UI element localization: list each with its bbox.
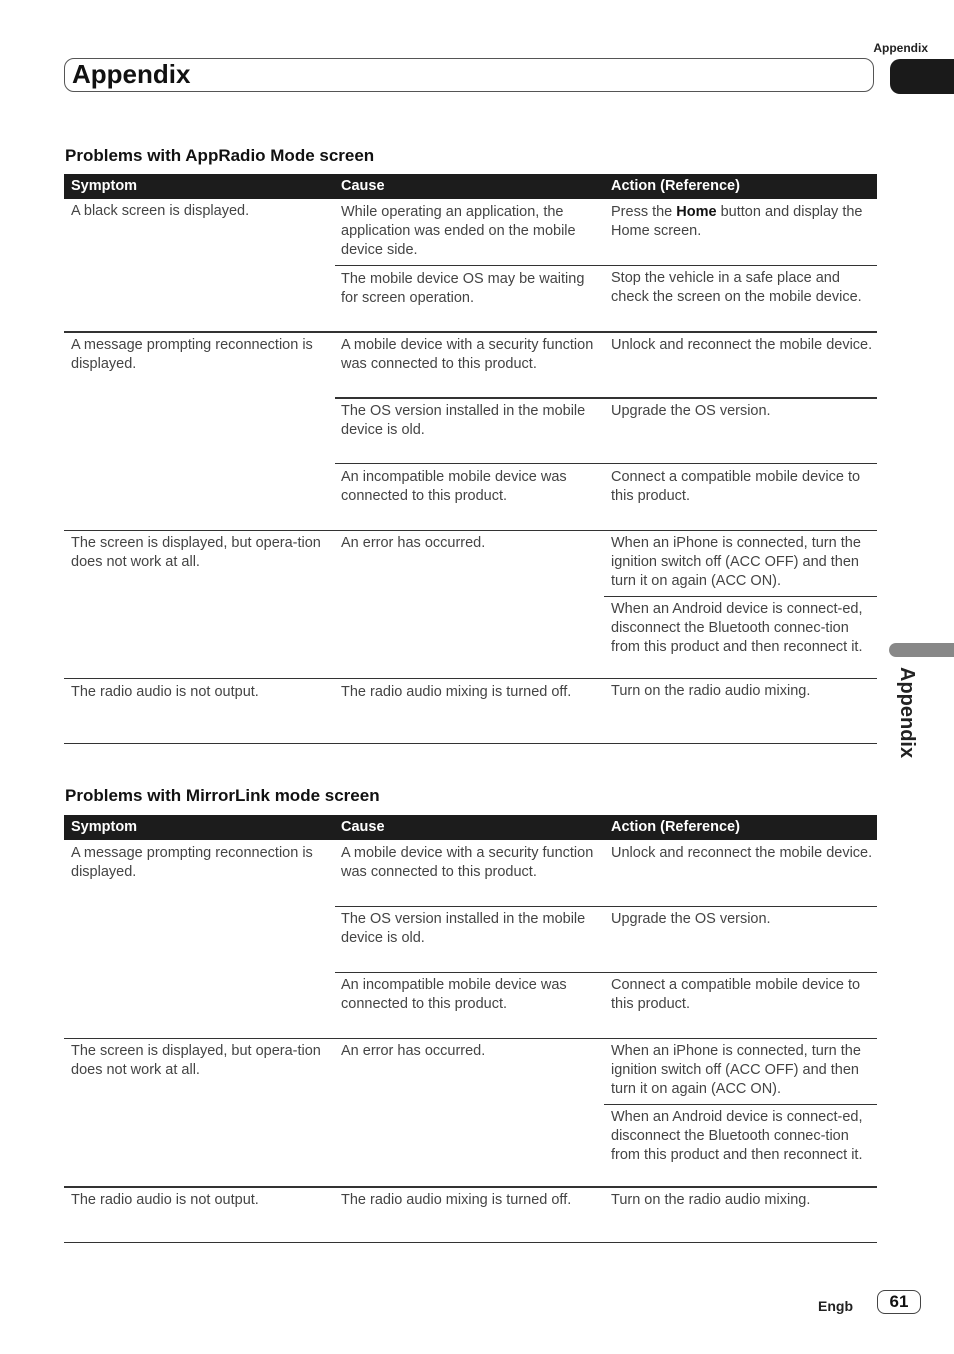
cause-cell: The radio audio mixing is turned off. xyxy=(341,1192,572,1208)
cause-cell: An error has occurred. xyxy=(341,1043,486,1059)
header-action: Action (Reference) xyxy=(611,178,740,194)
section-title-appradio: Problems with AppRadio Mode screen xyxy=(65,146,375,165)
row-divider xyxy=(335,397,877,399)
header-symptom: Symptom xyxy=(71,819,138,835)
action-cell: When an Android device is connect-ed, disconnect the Bluetooth connec-tion from this product and then reconnect it. xyxy=(611,601,863,656)
action-cell: When an iPhone is connected, turn the ignition switch off (ACC OFF) and then turn it on again (ACC ON). xyxy=(611,535,861,590)
action-cell: Upgrade the OS version. xyxy=(611,911,771,927)
symptom-cell: The screen is displayed, but opera-tion does not work at all. xyxy=(71,535,321,571)
action-cell: When an iPhone is connected, turn the ignition switch off (ACC OFF) and then turn it on again (ACC ON). xyxy=(611,1043,861,1098)
group-divider xyxy=(64,678,877,679)
row-divider xyxy=(335,265,877,266)
table-header xyxy=(64,815,877,840)
action-cell: Stop the vehicle in a safe place and check the screen on the mobile device. xyxy=(611,270,862,306)
page-number: 61 xyxy=(877,1290,921,1314)
header-action: Action (Reference) xyxy=(611,819,740,835)
cause-cell: An incompatible mobile device was connected to this product. xyxy=(341,469,567,505)
action-cell: Turn on the radio audio mixing. xyxy=(611,1192,811,1208)
home-button-name: Home xyxy=(676,204,717,220)
symptom-cell: The radio audio is not output. xyxy=(71,684,259,700)
running-header: Appendix xyxy=(873,41,928,55)
action-cell: Connect a compatible mobile device to this product. xyxy=(611,977,861,1013)
group-divider xyxy=(64,1038,877,1039)
header-symptom: Symptom xyxy=(71,178,138,194)
symptom-cell: A black screen is displayed. xyxy=(71,203,250,219)
row-divider xyxy=(335,972,877,973)
cause-cell: The OS version installed in the mobile device is old. xyxy=(341,911,586,947)
header-cause: Cause xyxy=(341,178,385,194)
cause-cell: An incompatible mobile device was connected to this product. xyxy=(341,977,567,1013)
action-cell: Connect a compatible mobile device to this product. xyxy=(611,469,861,505)
symptom-cell: The radio audio is not output. xyxy=(71,1192,259,1208)
action-text: button and display the Home screen. xyxy=(611,204,863,240)
group-divider xyxy=(64,530,877,531)
header-cause: Cause xyxy=(341,819,385,835)
row-divider xyxy=(604,596,877,597)
action-text: Press the xyxy=(611,204,677,220)
section-title-mirrorlink: Problems with MirrorLink mode screen xyxy=(65,786,380,805)
action-cell: Upgrade the OS version. xyxy=(611,403,771,419)
cause-cell: A mobile device with a security function was connected to this product. xyxy=(341,845,594,881)
cause-cell: A mobile device with a security function was connected to this product. xyxy=(341,337,594,373)
group-divider xyxy=(64,1186,877,1188)
action-cell: Unlock and reconnect the mobile device. xyxy=(611,845,873,861)
table-bottom-rule xyxy=(64,1242,877,1243)
row-divider xyxy=(604,1104,877,1105)
side-tab-marker xyxy=(889,643,954,657)
symptom-cell: A message prompting reconnection is displayed. xyxy=(71,845,313,881)
symptom-cell: A message prompting reconnection is displayed. xyxy=(71,337,313,373)
side-tab-label: Appendix xyxy=(896,667,918,759)
action-cell: Turn on the radio audio mixing. xyxy=(611,683,811,699)
action-cell: When an Android device is connect-ed, disconnect the Bluetooth connec-tion from this product and then reconnect it. xyxy=(611,1109,863,1164)
row-divider xyxy=(335,906,877,907)
section-tab-marker xyxy=(890,59,954,94)
cause-cell: The radio audio mixing is turned off. xyxy=(341,684,572,700)
language-code: Engb xyxy=(818,1298,853,1314)
page-title: Appendix xyxy=(72,59,191,89)
action-cell xyxy=(611,203,873,241)
cause-cell: While operating an application, the application was ended on the mobile device side. xyxy=(341,204,576,259)
side-tab xyxy=(885,667,925,767)
symptom-cell: The screen is displayed, but opera-tion does not work at all. xyxy=(71,1043,321,1079)
row-divider xyxy=(335,463,877,464)
table-bottom-rule xyxy=(64,743,877,744)
action-cell: Unlock and reconnect the mobile device. xyxy=(611,337,873,353)
cause-cell: An error has occurred. xyxy=(341,535,486,551)
cause-cell: The mobile device OS may be waiting for screen operation. xyxy=(341,271,585,307)
cause-cell: The OS version installed in the mobile device is old. xyxy=(341,403,586,439)
group-divider xyxy=(64,331,877,333)
table-header xyxy=(64,174,877,199)
